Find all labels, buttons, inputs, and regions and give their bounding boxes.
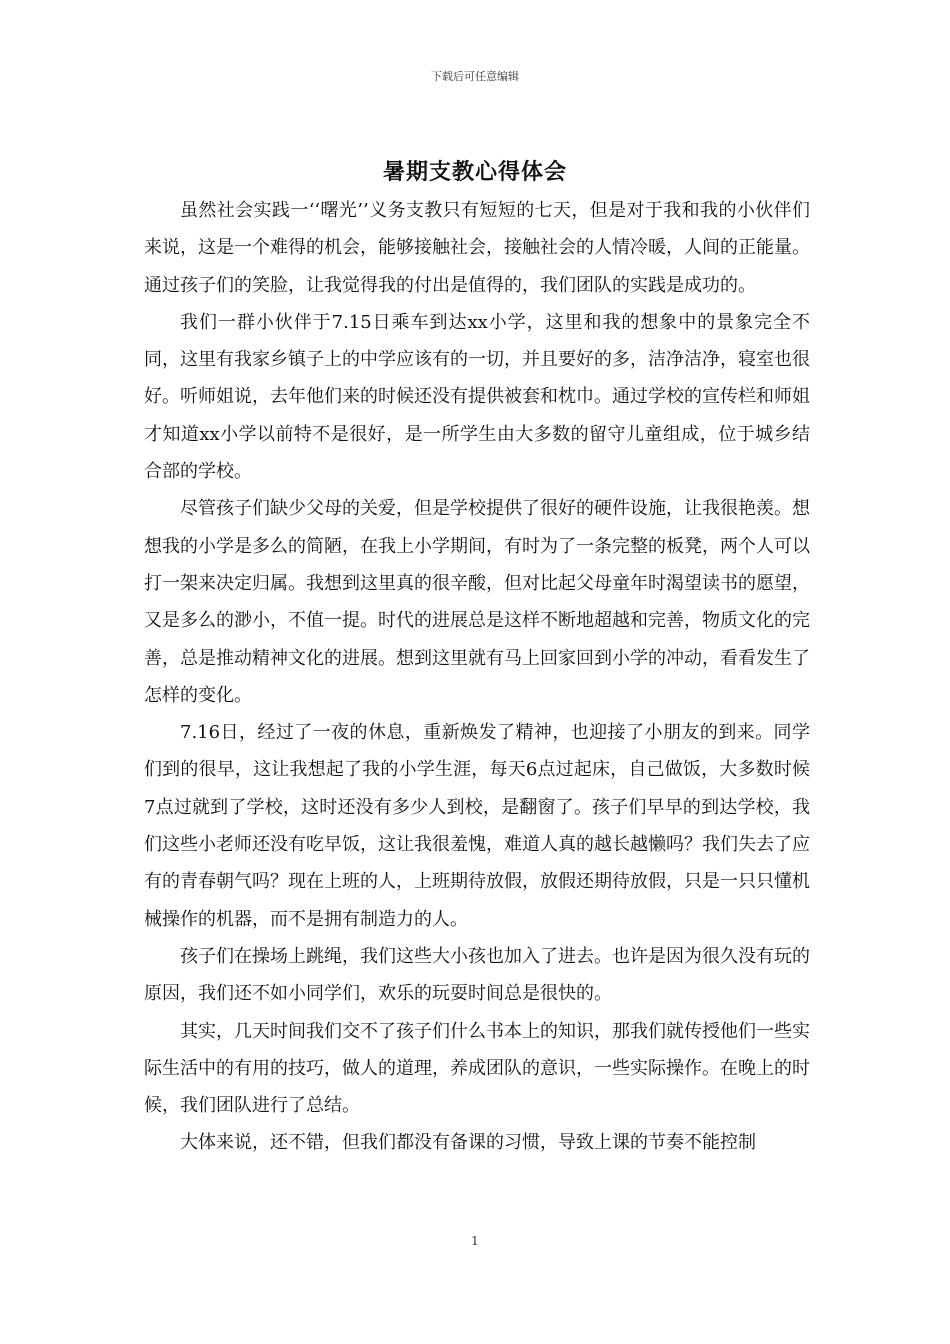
body-paragraph: 孩子们在操场上跳绳，我们这些大小孩也加入了进去。也许是因为很久没有玩的原因，我们还不如小同学们，欢乐的玩耍时间总是很快的。 xyxy=(144,945,810,1005)
body-paragraph: 大体来说，还不错，但我们都没有备课的习惯，导致上课的节奏不能控制 xyxy=(180,1132,756,1154)
body-paragraph: 我们一群小伙伴于7.15日乘车到达xx小学，这里和我的想象中的景象完全不同，这里有我家乡镇子上的中学应该有的一切，并且要好的多，洁净洁净，寝室也很好。听师姐说，去年他们来的时候还没有提供被套和枕巾。通过学校的宣传栏和师姐才知道xx小学以前特不是很好，是一所学生由大多数的留守儿童组成，位于城乡结合部的学校。 xyxy=(144,311,810,483)
body-paragraph: 其实，几天时间我们交不了孩子们什么书本上的知识，那我们就传授他们一些实际生活中的有用的技巧，做人的道理，养成团队的意识，一些实际操作。在晚上的时候，我们团队进行了总结。 xyxy=(144,1020,810,1117)
body-paragraph: 虽然社会实践一‘‘曙光’’义务支教只有短短的七天，但是对于我和我的小伙伴们来说，这是一个难得的机会，能够接触社会，接触社会的人情冷暖，人间的正能量。通过孩子们的笑脸，让我觉得我的付出是值得的，我们团队的实践是成功的。 xyxy=(144,200,810,296)
page-number: 1 xyxy=(471,1234,479,1248)
body-paragraph: 尽管孩子们缺少父母的关爱，但是学校提供了很好的硬件设施，让我很艳羡。想想我的小学是多么的简陋，在我上小学期间，有时为了一条完整的板凳，两个人可以打一架来决定归属。我想到这里真的很辛酸，但对比起父母童年时渴望读书的愿望，又是多么的渺小，不值一提。时代的进展总是这样不断地超越和完善，物质文化的完善，总是推动精神文化的进展。想到这里就有马上回家回到小学的冲动，看看发生了怎样的变化。 xyxy=(144,498,810,706)
document-title: 暑期支教心得体会 xyxy=(382,159,567,185)
document-body xyxy=(144,192,810,1162)
page-header-note: 下载后可任意编辑 xyxy=(431,70,519,83)
body-paragraph: 7.16日，经过了一夜的休息，重新焕发了精神，也迎接了小朋友的到来。同学们到的很早，这让我想起了我的小学生涯，每天6点过起床，自己做饭，大多数时候7点过就到了学校，这时还没有多少人到校，是翻窗了。孩子们早早的到达学校，我们这些小老师还没有吃早饭，这让我很羞愧，难道人真的越长越懒吗？我们失去了应有的青春朝气吗？现在上班的人，上班期待放假，放假还期待放假，只是一只只懂机械操作的机器，而不是拥有制造力的人。 xyxy=(144,722,810,930)
